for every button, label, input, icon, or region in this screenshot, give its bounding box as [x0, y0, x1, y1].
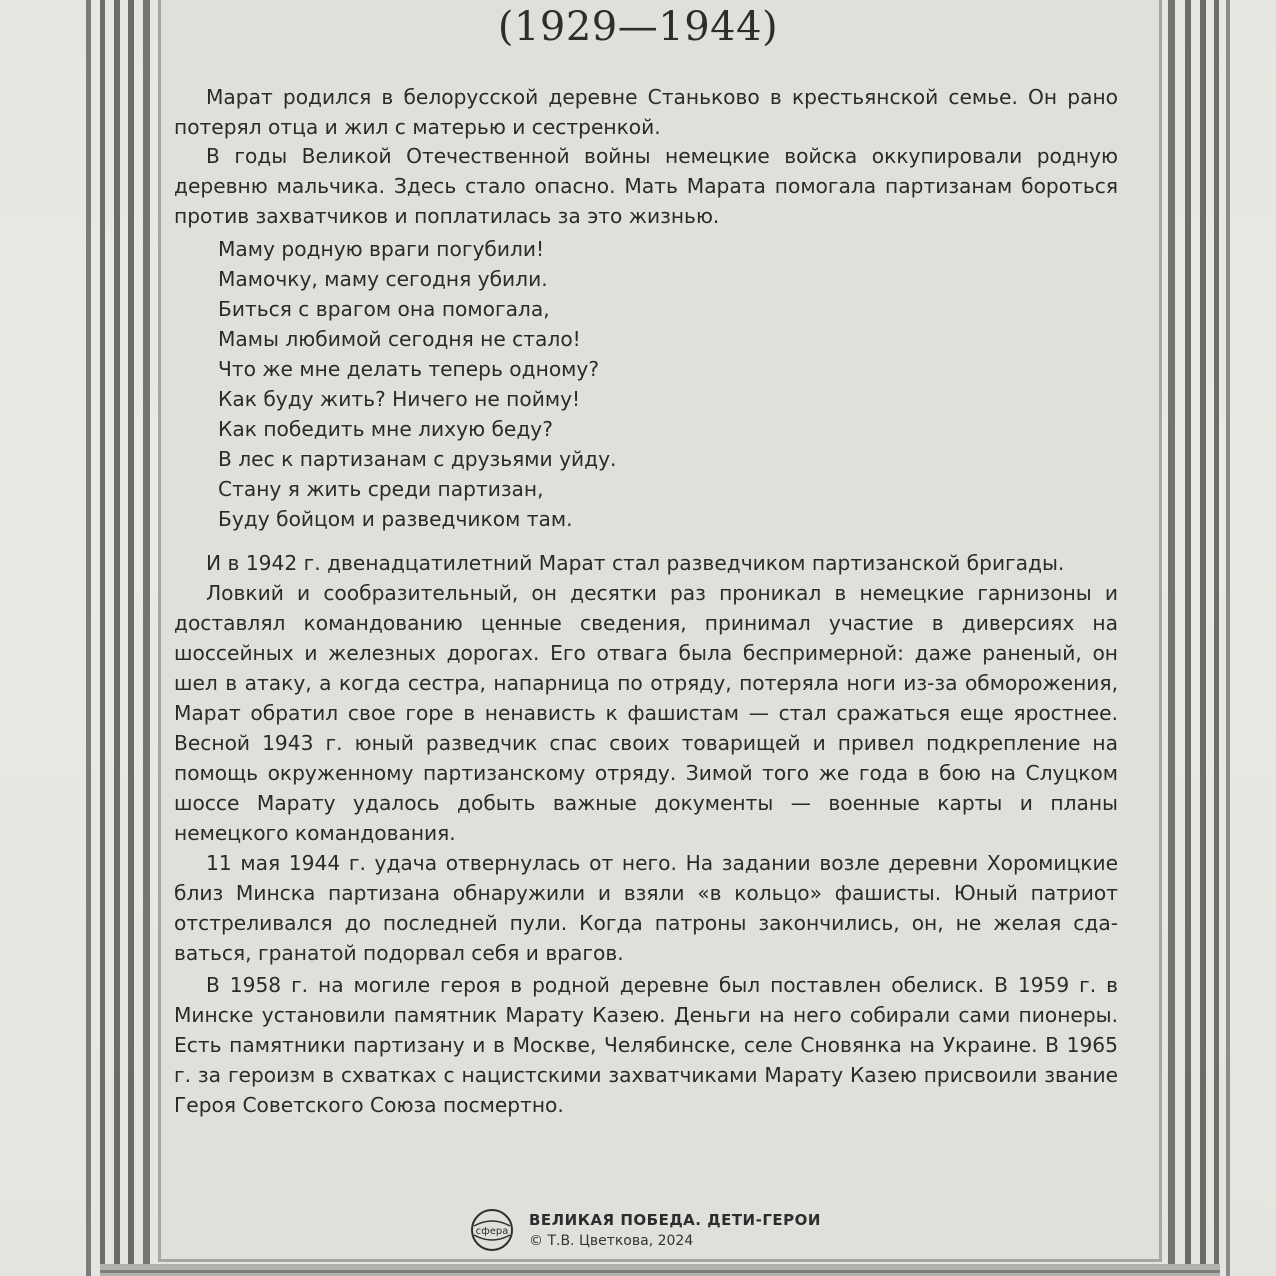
copyright: © Т.В. Цветкова, 2024 — [529, 1233, 694, 1249]
poem-line: Как победить мне лихую беду? — [218, 417, 553, 441]
poem — [218, 234, 616, 534]
poem-line: Мамы любимой сегодня не стало! — [218, 327, 581, 351]
border-stripe-right-1 — [1168, 0, 1175, 1276]
paragraph-birth: Марат родился в белорусской деревне Станьково в крестьянской семье. Он рано потерял отца и жил с матерью и сестренкой. — [174, 85, 1118, 139]
border-stripe-right-2 — [1185, 0, 1191, 1276]
poem-line: Что же мне делать теперь одному? — [218, 357, 600, 381]
sfera-logo — [470, 1208, 514, 1252]
border-stripe-right-5 — [1226, 0, 1230, 1276]
bottom-border-line — [100, 1270, 1220, 1273]
logo-text: сфера — [475, 1226, 509, 1237]
poem-line: Биться с врагом она помогала, — [218, 297, 550, 321]
border-stripe-left-1 — [86, 0, 91, 1276]
poem-line: Как буду жить? Ничего не пойму! — [218, 387, 581, 411]
years-heading: (1929—1944) — [497, 4, 779, 50]
border-stripe-right-3 — [1200, 0, 1206, 1276]
border-stripe-left-4 — [128, 0, 134, 1276]
series-title: ВЕЛИКАЯ ПОБЕДА. ДЕТИ-ГЕРОИ — [529, 1211, 821, 1229]
poem-line: Стану я жить среди партизан, — [218, 477, 544, 501]
paragraph-war: В годы Великой Отечественной войны немецкие войска оккупировали родную деревню мальчика. Здесь стало опасно. Мать Марата помогала партизанам бороться против захватчиков и поплатилась за это жизнью. — [174, 144, 1118, 228]
poem-line: Маму родную враги погубили! — [218, 237, 545, 261]
border-stripe-right-4 — [1214, 0, 1219, 1276]
poem-line: Мамочку, маму сегодня убили. — [218, 267, 548, 291]
poem-line: Буду бойцом и разведчиком там. — [218, 507, 573, 531]
border-stripe-left-5 — [143, 0, 150, 1276]
paragraph-scout: И в 1942 г. двенадцатилетний Марат стал разведчиком партизанской бригады. — [206, 551, 1065, 575]
border-stripe-left-2 — [100, 0, 105, 1276]
border-stripe-left-3 — [114, 0, 120, 1276]
poem-line: В лес к партизанам с друзьями уйду. — [218, 447, 617, 471]
paragraph-memory: В 1958 г. на могиле героя в родной деревне был поставлен обелиск. В 1959 г. в Минске установили памятник Марату Казею. Деньги на него собирали сами пионеры. Есть памятники партизану и в Москве, Челябинске, селе Сновянка на Украине. В 1965 г. за героизм в схватках с нацистскими захватчиками Марату Казею присвоили звание Героя Советского Союза посмертно. — [174, 973, 1118, 1117]
paragraph-death: 11 мая 1944 г. удача отвернулась от него. На задании возле деревни Хоромицкие близ Минска партизана обнаружили и взяли «в кольцо» фашисты. Юный патриот отстреливался до последней пули. Когда патроны закончились, он, не желая сдаваться, гранатой подорвал себя и врагов. — [174, 851, 1118, 965]
paragraph-feats: Ловкий и сообразительный, он десятки раз проникал в немецкие гарнизоны и доставлял командованию ценные сведения, принимал участие в диверсиях на шоссейных и железных дорогах. Его отвага была беспримерной: даже раненый, он шел в атаку, а когда сестра, напарница по отряду, потеряла ноги из-за обморожения, Марат обратил свое горе в ненависть к фашистам — стал сражаться еще яростнее. Весной 1943 г. юный разведчик спас своих товарищей и привел подкрепление на помощь окруженному партизанскому отряду. Зимой того же года в бою на Слуцком шоссе Марату удалось добыть важные документы — военные карты и планы немецкого командования. — [174, 581, 1118, 845]
